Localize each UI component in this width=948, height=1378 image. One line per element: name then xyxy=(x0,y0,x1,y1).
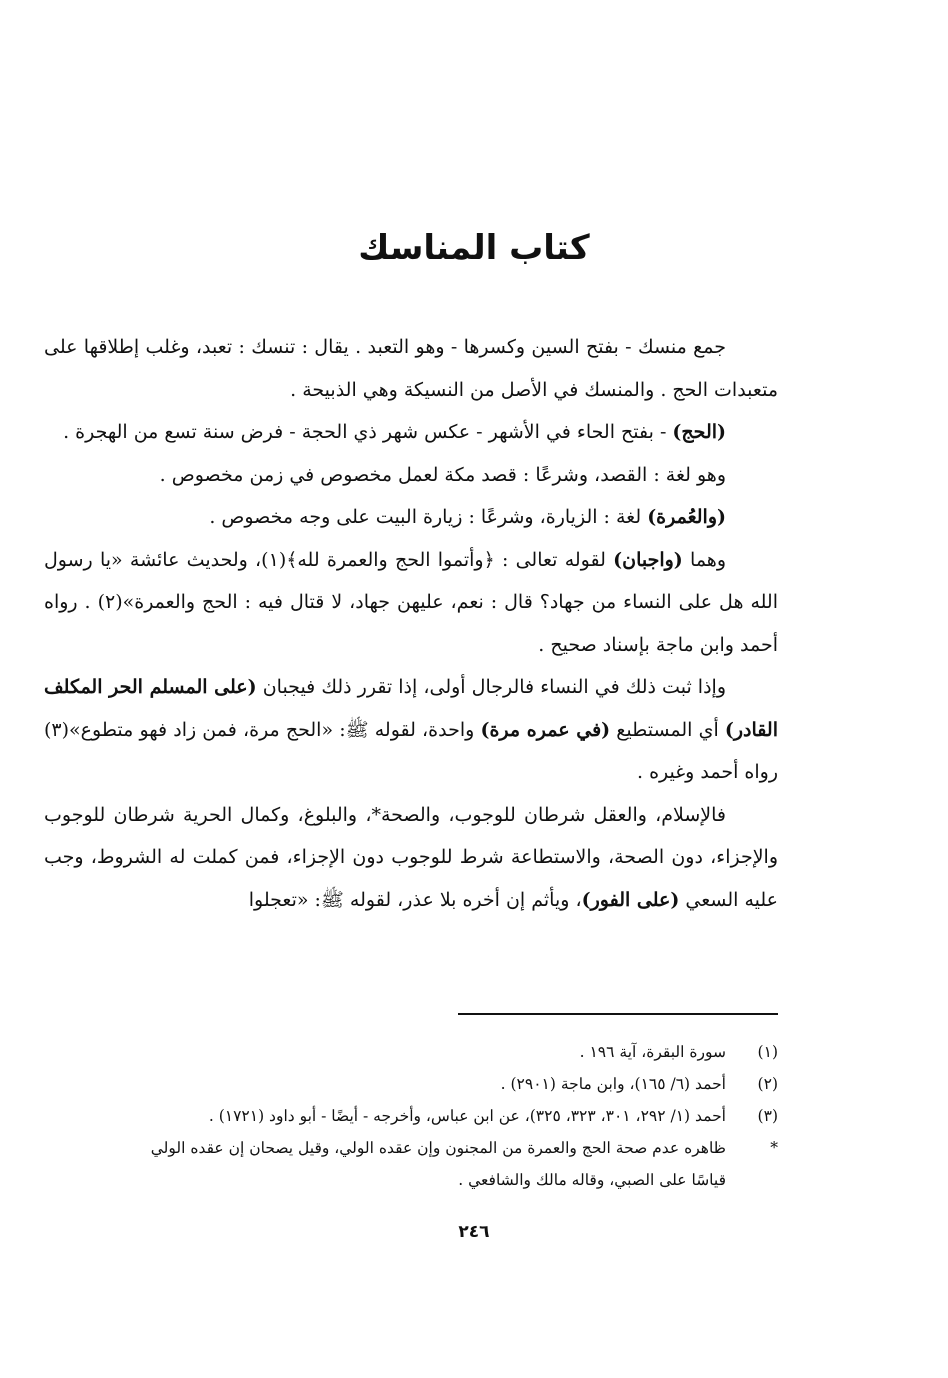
bold-term: (والعُمرة) xyxy=(647,506,726,528)
text-segment: وإذا ثبت ذلك في النساء فالرجال أولى، إذا تقرر ذلك فيجبان xyxy=(256,676,726,698)
body-paragraph xyxy=(44,539,778,667)
footnote xyxy=(138,1100,778,1132)
text-segment: ، ويأثم إن أخره بلا عذر، لقوله ﷺ: «تعجلوا xyxy=(248,888,582,911)
text-segment: لقوله تعالى : ﴿وأتموا الحج والعمرة لله﴾(١)، ولحديث عائشة «يا رسول الله هل على النساء من جهاد؟ قال : نعم، عليهن جهاد، لا قتال فيه : الحج والعمرة»(٢) . رواه أحمد وابن ماجة بإسناد صحيح . xyxy=(44,548,778,656)
text-segment: جمع منسك - بفتح السين وكسرها - وهو التعبد . يقال : تنسك : تعبد، وغلب إطلاقها على متعبدات الحج . والمنسك في الأصل من النسيكة وهي الذبيحة . xyxy=(44,336,778,401)
text-segment: فالإسلام، والعقل شرطان للوجوب، والصحة*، والبلوغ، وكمال الحرية شرطان للوجوب والإجزاء، دون الصحة، والاستطاعة شرط للوجوب دون الإجزاء، فمن كملت له الشروط، وجب عليه السعي xyxy=(44,803,778,911)
footnote-mark: * xyxy=(770,1139,778,1157)
bold-term: (على الفور) xyxy=(581,888,680,911)
footnote-text: أحمد (١/ ٢٩٢، ٣٠١، ٣٢٣، ٣٢٥)، عن ابن عباس، وأخرجه - أيضًا - أبو داود (١٧٢١) . xyxy=(208,1107,726,1125)
footnote xyxy=(138,1132,778,1196)
footnotes xyxy=(138,1036,778,1196)
body-paragraph xyxy=(44,666,778,794)
body-paragraph xyxy=(44,454,778,497)
body-paragraph xyxy=(44,326,778,411)
footnote xyxy=(138,1036,778,1068)
chapter-title: كتاب المناسك xyxy=(358,228,590,268)
text-segment: واحدة، لقوله ﷺ: «الحج مرة، فمن زاد فهو متطوع»(٣) رواه أحمد وغيره . xyxy=(44,718,778,783)
footnote xyxy=(138,1068,778,1100)
text-segment: وهما xyxy=(682,548,726,571)
page-number: ٢٤٦ xyxy=(458,1222,490,1242)
body-paragraph xyxy=(44,411,778,454)
text-segment: أي المستطيع xyxy=(610,718,725,741)
footnote-separator xyxy=(458,1013,778,1015)
body-paragraph xyxy=(44,496,778,539)
footnote-mark: (٢) xyxy=(757,1075,778,1093)
text-segment: وهو لغة : القصد، وشرعًا : قصد مكة لعمل مخصوص في زمن مخصوص . xyxy=(159,463,726,486)
text-segment: - بفتح الحاء في الأشهر - عكس شهر ذي الحجة - فرض سنة تسع من الهجرة . xyxy=(63,421,673,443)
footnote-text: أحمد (٦/ ١٦٥)، وابن ماجة (٢٩٠١) . xyxy=(500,1075,726,1093)
bold-term: (واجبان) xyxy=(613,548,683,571)
bold-term: (في عمره مرة) xyxy=(480,718,611,741)
bold-term: (الحج) xyxy=(672,421,726,443)
text-segment: لغة : الزيارة، وشرعًا : زيارة البيت على وجه مخصوص . xyxy=(209,506,648,528)
body-text xyxy=(44,326,778,921)
body-paragraph xyxy=(44,794,778,922)
bold-term: (على المسلم الحر المكلف القادر) xyxy=(44,676,778,741)
footnote-mark: (١) xyxy=(757,1043,778,1061)
footnote-text: ظاهره عدم صحة الحج والعمرة من المجنون وإن عقده الولي، وقيل يصحان إن عقده الولي قياسًا على الصبي، وقاله مالك والشافعي . xyxy=(150,1139,726,1189)
footnote-mark: (٣) xyxy=(757,1107,778,1125)
footnote-text: سورة البقرة، آية ١٩٦ . xyxy=(579,1043,726,1061)
